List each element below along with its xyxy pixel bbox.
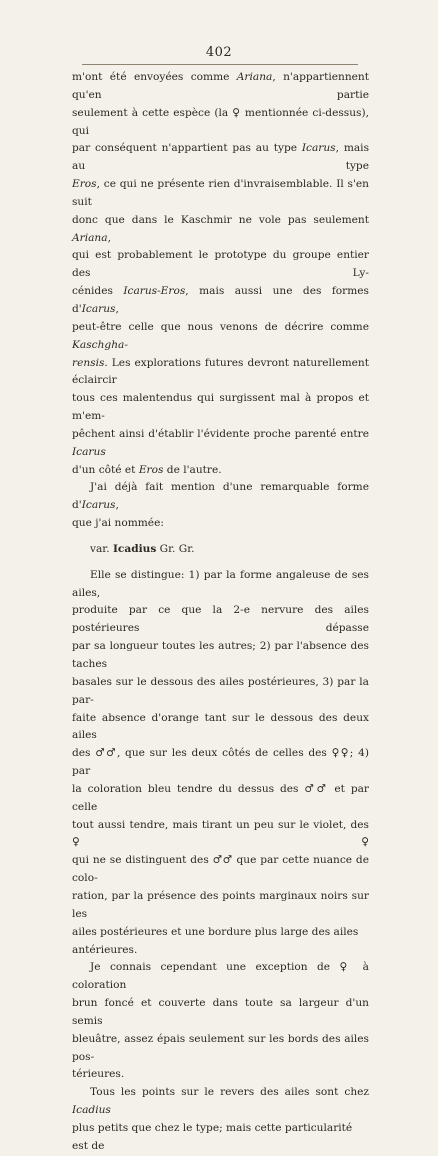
text-line: cénides Icarus-Eros, mais aussi une des formes d'Icarus,	[72, 285, 369, 315]
text-line: ailes postérieures et une bordure plus large des ailes antérieures.	[72, 925, 359, 956]
text-line: d'un côté et Eros de l'autre.	[72, 463, 222, 476]
text-line: peut-être celle que nous venons de décrire comme Kaschgha-	[72, 320, 369, 351]
paragraph-p3	[72, 541, 369, 559]
text-line: par conséquent n'appartient pas au type Icarus, mais au type	[72, 142, 370, 173]
text-line: tous ces malentendus qui surgissent mal à propos et m'em-	[72, 392, 369, 423]
text-line: qui est probablement le prototype du groupe entier des Ly-	[72, 249, 369, 280]
text-line: rensis. Les explorations futures devront naturellement éclaircir	[72, 356, 369, 387]
text-line: ration, par la présence des points marginaux noirs sur les	[72, 889, 369, 920]
paragraph-p1	[72, 69, 369, 479]
text-line: Tous les points sur le revers des ailes sont chez Icadius	[72, 1086, 369, 1117]
text-line: produite par ce que la 2-e nervure des ailes postérieures dépasse	[72, 604, 369, 635]
paragraph-p2	[72, 479, 369, 533]
text-line: que j'ai nommée:	[72, 517, 164, 530]
text-line: m'ont été envoyées comme Ariana, n'appartiennent qu'en partie	[72, 71, 369, 101]
text-line: donc que dans le Kaschmir ne vole pas seulement Ariana,	[72, 213, 369, 244]
text-line: brun foncé et couverte dans toute sa largeur d'un semis	[72, 997, 369, 1027]
paragraph-p4	[72, 567, 369, 960]
text-line: basales sur le dessous des ailes postérieures, 3) par la par-	[72, 675, 369, 706]
text-line: var. Icadius Gr. Gr.	[90, 542, 195, 555]
text-line: J'ai déjà fait mention d'une remarquable forme d'Icarus,	[72, 481, 369, 512]
text-line: qui ne se distinguent des ♂♂ que par cette nuance de colo-	[72, 854, 369, 885]
header-rule	[82, 64, 358, 65]
text-line: Elle se distingue: 1) par la forme angaleuse de ses ailes,	[72, 568, 369, 599]
text-line: plus petits que chez le type; mais cette particularité est de	[72, 1121, 353, 1152]
page-body	[72, 69, 369, 1156]
page-number: 402	[205, 45, 233, 60]
text-line: térieures.	[72, 1068, 125, 1081]
text-line: par sa longueur toutes les autres; 2) par l'absence des taches	[72, 640, 369, 670]
paragraph-p6	[72, 1084, 369, 1155]
text-line: des ♂♂, que sur les deux côtés de celles des ♀♀; 4) par	[72, 747, 369, 778]
text-line: Je connais cependant une exception de ♀ à coloration	[72, 961, 369, 992]
text-line: bleuâtre, assez épais seulement sur les bords des ailes pos-	[72, 1032, 369, 1063]
text-line: Eros, ce qui ne présente rien d'invraisemblable. Il s'en suit	[72, 178, 369, 208]
text-line: faite absence d'orange tant sur le dessous des deux ailes	[72, 711, 369, 742]
text-line: pêchent ainsi d'établir l'évidente proche parenté entre Icarus	[72, 427, 369, 458]
text-line: tout aussi tendre, mais tirant un peu sur le violet, des ♀♀	[72, 818, 369, 849]
text-line: seulement à cette espèce (la ♀ mentionnée ci-dessus), qui	[72, 106, 369, 137]
paragraph-p5	[72, 959, 369, 1084]
text-line: la coloration bleu tendre du dessus des ♂♂ et par celle	[72, 782, 369, 813]
